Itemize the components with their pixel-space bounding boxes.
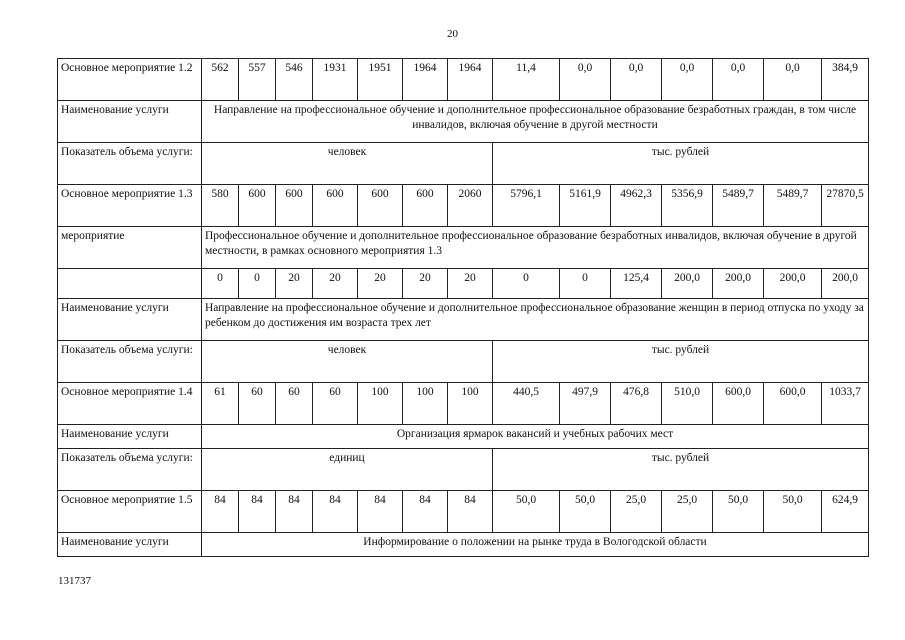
finance-value-cell: 5489,7: [764, 185, 822, 227]
volume-value-cell: 100: [403, 383, 448, 425]
row-label: Основное мероприятие 1.2: [58, 59, 202, 101]
finance-value-cell: 0: [560, 269, 611, 299]
finance-value-cell: 0,0: [560, 59, 611, 101]
finance-value-cell: 0: [493, 269, 560, 299]
volume-value-cell: 1931: [313, 59, 358, 101]
finance-value-cell: 50,0: [713, 491, 764, 533]
finance-value-cell: 0,0: [611, 59, 662, 101]
table-row: [58, 533, 869, 557]
service-description: Организация ярмарок вакансий и учебных рабочих мест: [202, 425, 869, 449]
row-label: Наименование услуги: [58, 101, 202, 143]
table-row: [58, 59, 869, 101]
volume-unit: единиц: [202, 449, 493, 491]
volume-value-cell: 0: [239, 269, 276, 299]
page-number: 20: [447, 28, 458, 40]
finance-value-cell: 510,0: [662, 383, 713, 425]
volume-value-cell: 84: [403, 491, 448, 533]
volume-value-cell: 84: [358, 491, 403, 533]
finance-value-cell: 50,0: [493, 491, 560, 533]
finance-value-cell: 200,0: [764, 269, 822, 299]
finance-value-cell: 624,9: [822, 491, 869, 533]
volume-value-cell: 60: [276, 383, 313, 425]
finance-value-cell: 0,0: [662, 59, 713, 101]
table-row: [58, 341, 869, 383]
table-row: [58, 491, 869, 533]
table-row: [58, 449, 869, 491]
volume-value-cell: 0: [202, 269, 239, 299]
finance-value-cell: 5489,7: [713, 185, 764, 227]
finance-value-cell: 25,0: [611, 491, 662, 533]
volume-value-cell: 2060: [448, 185, 493, 227]
finance-value-cell: 600,0: [713, 383, 764, 425]
row-label: Основное мероприятие 1.4: [58, 383, 202, 425]
finance-unit: тыс. рублей: [493, 143, 869, 185]
finance-value-cell: 5356,9: [662, 185, 713, 227]
volume-unit: человек: [202, 341, 493, 383]
finance-value-cell: 4962,3: [611, 185, 662, 227]
finance-value-cell: 50,0: [560, 491, 611, 533]
table-row: [58, 185, 869, 227]
finance-value-cell: 200,0: [822, 269, 869, 299]
row-label: Показатель объема услуги:: [58, 143, 202, 185]
finance-value-cell: 25,0: [662, 491, 713, 533]
finance-value-cell: 50,0: [764, 491, 822, 533]
volume-value-cell: 600: [358, 185, 403, 227]
finance-value-cell: 0,0: [764, 59, 822, 101]
row-label: Наименование услуги: [58, 425, 202, 449]
row-label: [58, 269, 202, 299]
table-row: [58, 269, 869, 299]
service-description: Профессиональное обучение и дополнительное профессиональное образование безработных инвалидов, включая обучение в другой местности, в рамках основного мероприятия 1.3: [202, 227, 869, 269]
row-label: Показатель объема услуги:: [58, 449, 202, 491]
finance-value-cell: 5796,1: [493, 185, 560, 227]
finance-value-cell: 440,5: [493, 383, 560, 425]
finance-value-cell: 27870,5: [822, 185, 869, 227]
document-code: 131737: [58, 575, 91, 587]
volume-value-cell: 100: [448, 383, 493, 425]
volume-value-cell: 1964: [403, 59, 448, 101]
volume-value-cell: 84: [313, 491, 358, 533]
volume-value-cell: 61: [202, 383, 239, 425]
finance-value-cell: 11,4: [493, 59, 560, 101]
volume-value-cell: 557: [239, 59, 276, 101]
volume-value-cell: 600: [239, 185, 276, 227]
row-label: Основное мероприятие 1.5: [58, 491, 202, 533]
volume-unit: человек: [202, 143, 493, 185]
service-description: Направление на профессиональное обучение и дополнительное профессиональное образование женщин в период отпуска по уходу за ребенком до достижения им возраста трех лет: [202, 299, 869, 341]
finance-value-cell: 600,0: [764, 383, 822, 425]
volume-value-cell: 562: [202, 59, 239, 101]
volume-value-cell: 20: [276, 269, 313, 299]
table-row: [58, 383, 869, 425]
volume-value-cell: 546: [276, 59, 313, 101]
volume-value-cell: 84: [448, 491, 493, 533]
volume-value-cell: 84: [202, 491, 239, 533]
finance-value-cell: 125,4: [611, 269, 662, 299]
volume-value-cell: 84: [239, 491, 276, 533]
volume-value-cell: 60: [313, 383, 358, 425]
volume-value-cell: 60: [239, 383, 276, 425]
volume-value-cell: 100: [358, 383, 403, 425]
finance-value-cell: 0,0: [713, 59, 764, 101]
volume-value-cell: 600: [276, 185, 313, 227]
finance-value-cell: 1033,7: [822, 383, 869, 425]
row-label: Основное мероприятие 1.3: [58, 185, 202, 227]
volume-value-cell: 1964: [448, 59, 493, 101]
table-row: [58, 143, 869, 185]
volume-value-cell: 84: [276, 491, 313, 533]
finance-value-cell: 476,8: [611, 383, 662, 425]
finance-unit: тыс. рублей: [493, 449, 869, 491]
finance-value-cell: 384,9: [822, 59, 869, 101]
volume-value-cell: 20: [358, 269, 403, 299]
volume-value-cell: 20: [403, 269, 448, 299]
volume-value-cell: 600: [313, 185, 358, 227]
volume-value-cell: 580: [202, 185, 239, 227]
volume-value-cell: 1951: [358, 59, 403, 101]
row-label: Наименование услуги: [58, 299, 202, 341]
service-description: Информирование о положении на рынке труда в Вологодской области: [202, 533, 869, 557]
finance-unit: тыс. рублей: [493, 341, 869, 383]
table-row: [58, 425, 869, 449]
volume-value-cell: 20: [448, 269, 493, 299]
table-row: [58, 227, 869, 269]
finance-value-cell: 5161,9: [560, 185, 611, 227]
row-label: мероприятие: [58, 227, 202, 269]
table-row: [58, 299, 869, 341]
row-label: Показатель объема услуги:: [58, 341, 202, 383]
volume-value-cell: 600: [403, 185, 448, 227]
services-table: [57, 58, 869, 557]
volume-value-cell: 20: [313, 269, 358, 299]
row-label: Наименование услуги: [58, 533, 202, 557]
finance-value-cell: 497,9: [560, 383, 611, 425]
table-row: [58, 101, 869, 143]
service-description: Направление на профессиональное обучение и дополнительное профессиональное образование безработных граждан, в том числе инвалидов, включая обучение в другой местности: [202, 101, 869, 143]
finance-value-cell: 200,0: [662, 269, 713, 299]
finance-value-cell: 200,0: [713, 269, 764, 299]
